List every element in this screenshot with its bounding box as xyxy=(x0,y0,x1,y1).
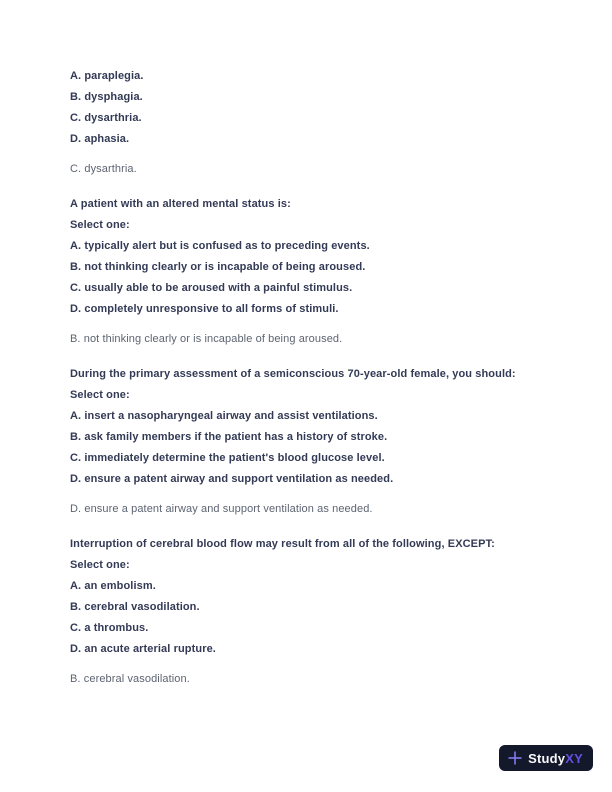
question-text: A patient with an altered mental status is: xyxy=(70,198,291,210)
question-block-continued xyxy=(70,66,542,180)
option-d: D. completely unresponsive to all forms of stimuli. xyxy=(70,303,339,315)
option-b: B. not thinking clearly or is incapable of being aroused. xyxy=(70,261,366,273)
option-a: A. insert a nasopharyngeal airway and assist ventilations. xyxy=(70,410,378,422)
option-b: B. cerebral vasodilation. xyxy=(70,601,200,613)
question-block xyxy=(70,194,542,350)
option-c: C. a thrombus. xyxy=(70,622,149,634)
option-a: A. typically alert but is confused as to preceding events. xyxy=(70,240,370,252)
option-c: C. dysarthria. xyxy=(70,112,142,124)
option-d: D. aphasia. xyxy=(70,133,130,145)
studyxy-logo-badge xyxy=(499,745,593,771)
option-d: D. an acute arterial rupture. xyxy=(70,643,216,655)
option-c: C. usually able to be aroused with a painful stimulus. xyxy=(70,282,353,294)
question-text: Interruption of cerebral blood flow may result from all of the following, EXCEPT: xyxy=(70,538,495,550)
question-text: During the primary assessment of a semiconscious 70-year-old female, you should: xyxy=(70,368,516,380)
select-one-label: Select one: xyxy=(70,559,130,571)
option-b: B. dysphagia. xyxy=(70,91,143,103)
answer-text: B. not thinking clearly or is incapable of being aroused. xyxy=(70,333,343,345)
option-d: D. ensure a patent airway and support ventilation as needed. xyxy=(70,473,394,485)
brand-wordmark xyxy=(528,751,583,766)
question-block xyxy=(70,534,542,690)
answer-text: C. dysarthria. xyxy=(70,163,137,175)
answer-text: D. ensure a patent airway and support ventilation as needed. xyxy=(70,503,373,515)
brand-prefix: Study xyxy=(528,750,566,766)
brand-suffix: XY xyxy=(565,750,583,766)
option-a: A. paraplegia. xyxy=(70,70,144,82)
option-a: A. an embolism. xyxy=(70,580,156,592)
select-one-label: Select one: xyxy=(70,389,130,401)
option-b: B. ask family members if the patient has a history of stroke. xyxy=(70,431,388,443)
option-c: C. immediately determine the patient's blood glucose level. xyxy=(70,452,385,464)
plus-icon xyxy=(508,751,522,765)
select-one-label: Select one: xyxy=(70,219,130,231)
answer-text: B. cerebral vasodilation. xyxy=(70,673,190,685)
question-block xyxy=(70,364,542,520)
